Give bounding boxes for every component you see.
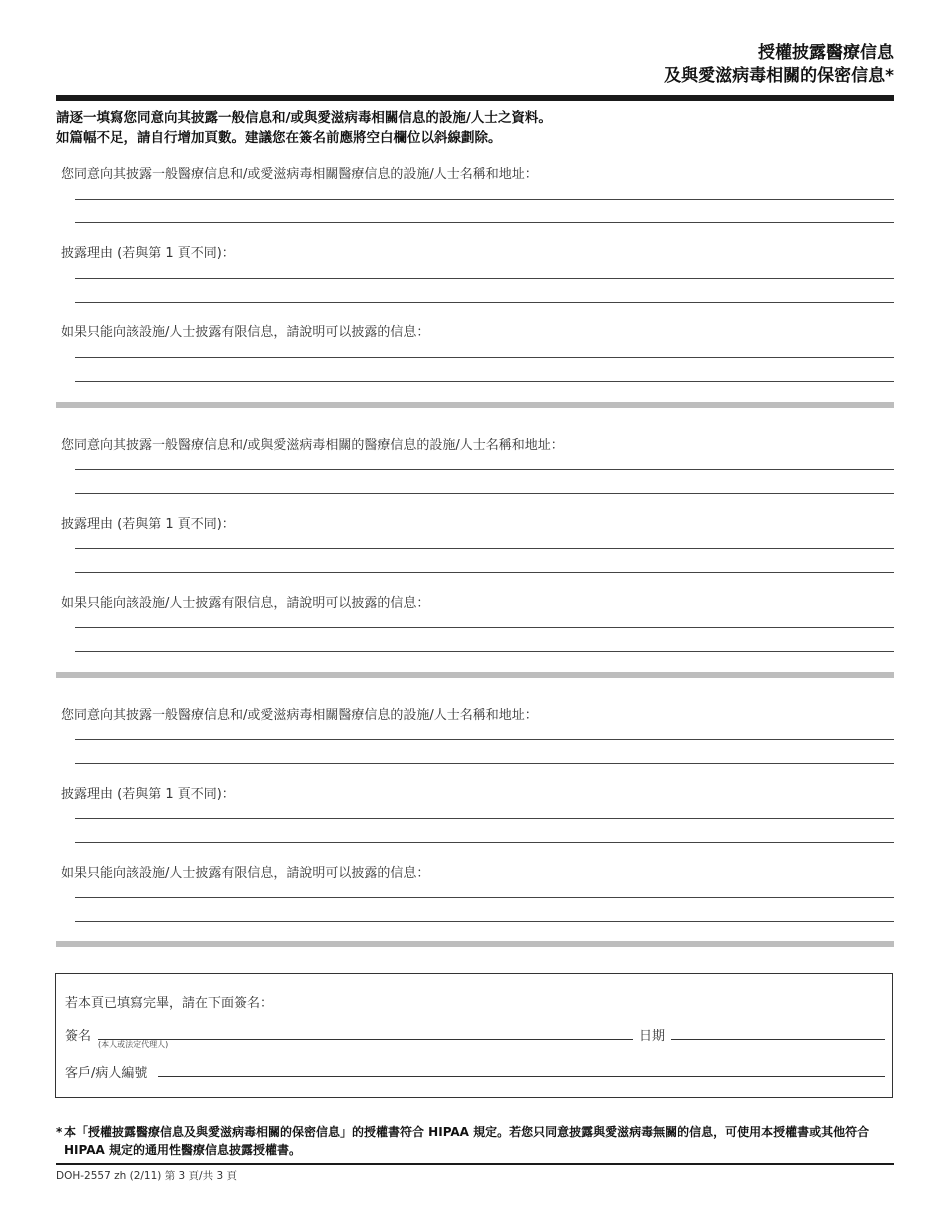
- signature-instruction: 若本頁已填寫完畢，請在下面簽名：: [65, 996, 274, 1011]
- facility-name-address-line-1[interactable]: [75, 199, 894, 200]
- limited-info-line-2[interactable]: [75, 651, 894, 652]
- disclosure-reason-label: 披露理由 (若與第 1 頁不同)：: [61, 787, 235, 802]
- section-divider-1: [56, 402, 894, 408]
- facility-name-address-label: 您同意向其披露一般醫療信息和/或愛滋病毒相關醫療信息的設施/人士名稱和地址：: [61, 708, 538, 723]
- form-title: [664, 42, 894, 88]
- disclosure-reason-line-2[interactable]: [75, 302, 894, 303]
- footnote-text: 本「授權披露醫療信息及與愛滋病毒相關的保密信息」的授權書符合 HIPAA 規定。若您只同意披露與愛滋病毒無關的信息，可使用本授權書或其他符合 HIPAA 規定的通用性醫療信息披露授權書。: [64, 1125, 870, 1157]
- client-number-line[interactable]: [158, 1076, 885, 1077]
- intro-line-2: 如篇幅不足，請自行增加頁數。建議您在簽名前應將空白欄位以斜線劃除。: [56, 130, 502, 146]
- limited-info-line-2[interactable]: [75, 921, 894, 922]
- disclosure-reason-label: 披露理由 (若與第 1 頁不同)：: [61, 246, 235, 261]
- intro-instructions: [56, 108, 552, 148]
- facility-name-address-line-2[interactable]: [75, 763, 894, 764]
- bottom-rule: [56, 1163, 894, 1165]
- limited-info-line-2[interactable]: [75, 381, 894, 382]
- section-divider-3: [56, 941, 894, 947]
- facility-section-1: [56, 160, 894, 420]
- facility-name-address-line-1[interactable]: [75, 469, 894, 470]
- disclosure-reason-line-1[interactable]: [75, 818, 894, 819]
- signature-label: 簽名: [65, 1029, 92, 1044]
- form-number: DOH-2557 zh (2/11) 第 3 頁/共 3 頁: [56, 1170, 237, 1182]
- footnote-asterisk: *: [56, 1125, 63, 1139]
- section-divider-2: [56, 672, 894, 678]
- limited-info-line-1[interactable]: [75, 897, 894, 898]
- facility-name-address-line-1[interactable]: [75, 739, 894, 740]
- date-line[interactable]: [671, 1039, 885, 1040]
- limited-info-label: 如果只能向該設施/人士披露有限信息，請說明可以披露的信息：: [61, 866, 430, 881]
- limited-info-line-1[interactable]: [75, 357, 894, 358]
- disclosure-reason-line-1[interactable]: [75, 548, 894, 549]
- facility-name-address-line-2[interactable]: [75, 493, 894, 494]
- limited-info-label: 如果只能向該設施/人士披露有限信息，請說明可以披露的信息：: [61, 596, 430, 611]
- disclosure-reason-line-1[interactable]: [75, 278, 894, 279]
- facility-section-2: [56, 431, 894, 691]
- form-title-line2: 及與愛滋病毒相關的保密信息*: [664, 66, 894, 86]
- disclosure-reason-label: 披露理由 (若與第 1 頁不同)：: [61, 517, 235, 532]
- intro-line-1: 請逐一填寫您同意向其披露一般信息和/或與愛滋病毒相關信息的設施/人士之資料。: [56, 110, 552, 126]
- form-title-line1: 授權披露醫療信息: [758, 43, 894, 63]
- facility-name-address-label: 您同意向其披露一般醫療信息和/或愛滋病毒相關醫療信息的設施/人士名稱和地址：: [61, 167, 538, 182]
- facility-name-address-line-2[interactable]: [75, 222, 894, 223]
- limited-info-label: 如果只能向該設施/人士披露有限信息，請說明可以披露的信息：: [61, 325, 430, 340]
- disclosure-reason-line-2[interactable]: [75, 842, 894, 843]
- signature-sublabel: (本人或法定代理人): [98, 1040, 169, 1049]
- top-rule: [56, 95, 894, 101]
- facility-section-3: [56, 701, 894, 961]
- facility-name-address-label: 您同意向其披露一般醫療信息和/或與愛滋病毒相關的醫療信息的設施/人士名稱和地址：: [61, 438, 564, 453]
- disclosure-reason-line-2[interactable]: [75, 572, 894, 573]
- client-number-label: 客戶/病人編號: [65, 1066, 148, 1081]
- hipaa-footnote: [56, 1123, 894, 1159]
- signature-box: [55, 973, 893, 1098]
- limited-info-line-1[interactable]: [75, 627, 894, 628]
- signature-line[interactable]: [98, 1039, 633, 1040]
- date-label: 日期: [639, 1029, 666, 1044]
